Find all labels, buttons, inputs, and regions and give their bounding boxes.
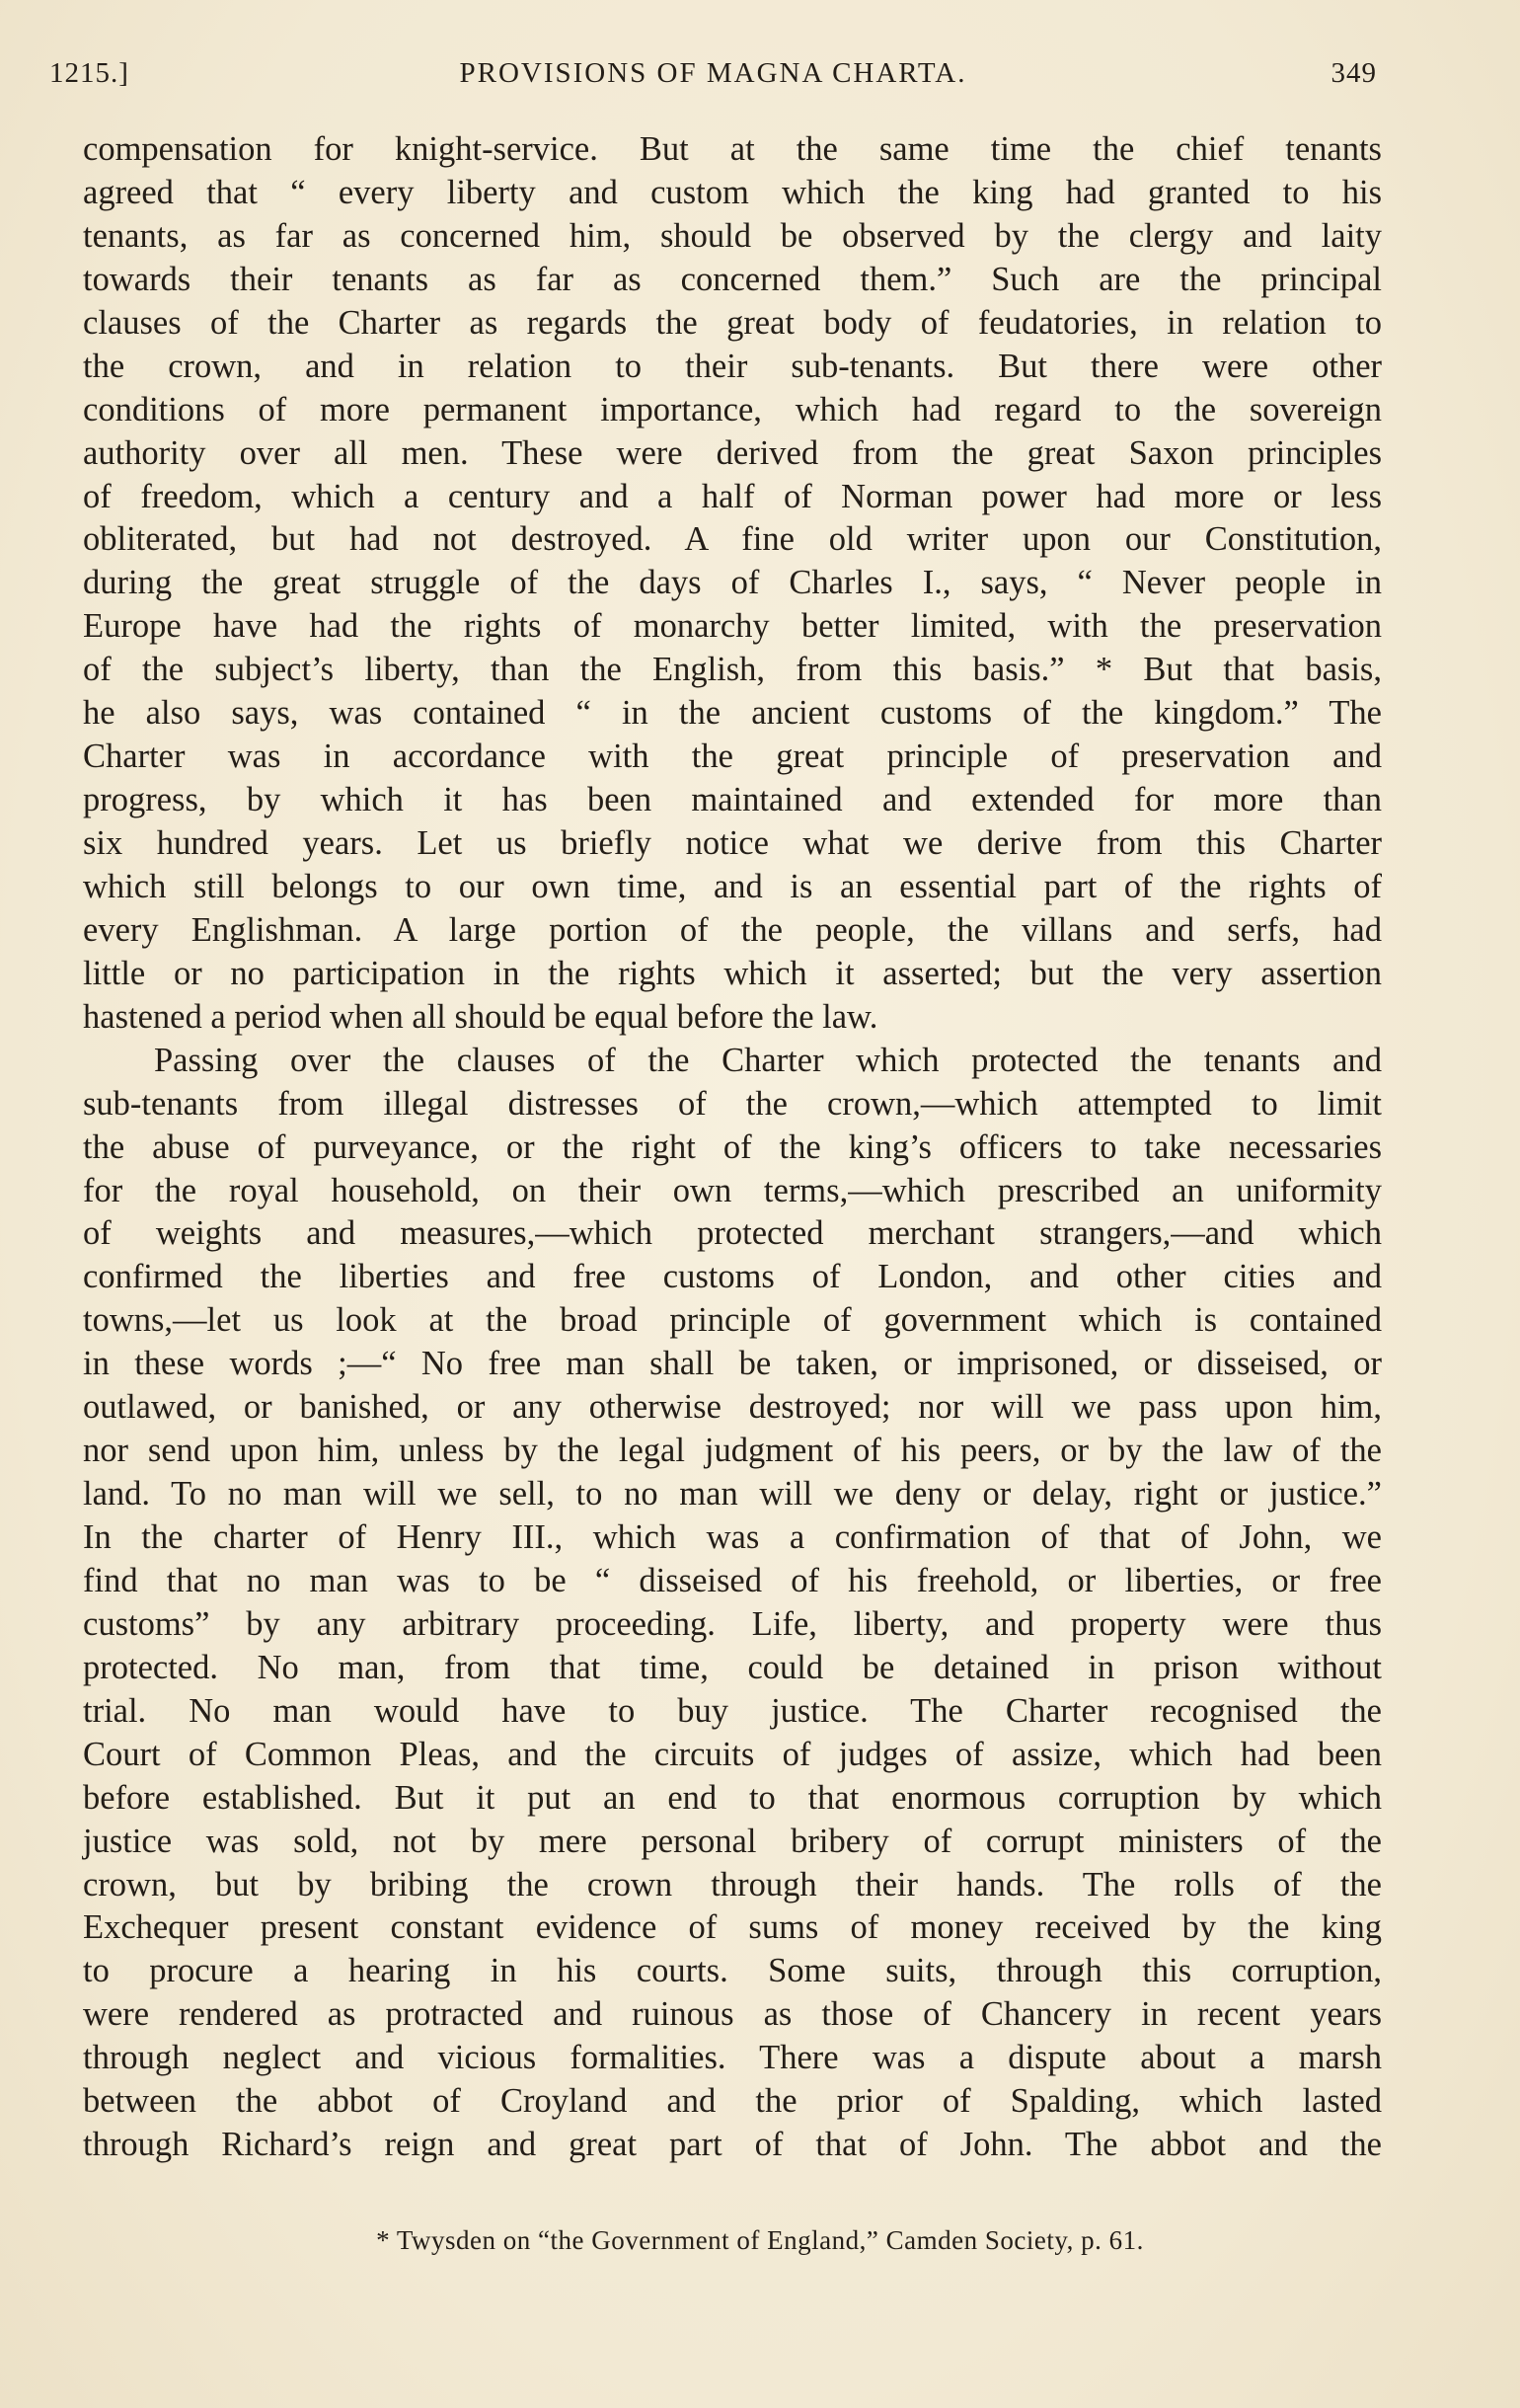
text-line: he also says, was contained “ in the ancient customs of the kingdom.” The xyxy=(83,694,1382,733)
text-line: were rendered as protracted and ruinous as those of Chancery in recent years xyxy=(83,1995,1382,2034)
text-line: authority over all men. These were derived from the great Saxon principles xyxy=(83,433,1382,472)
text-line: every Englishman. A large portion of the people, the villans and serfs, had xyxy=(83,910,1382,949)
text-line: through neglect and vicious formalities. There was a dispute about a marsh xyxy=(83,2039,1382,2077)
text-line: obliterated, but had not destroyed. A fine old writer upon our Constitution, xyxy=(83,520,1382,559)
paragraph-end-line: hastened a period when all should be equal before the law. xyxy=(83,997,878,1036)
text-line: conditions of more permanent importance, which had regard to the sovereign xyxy=(83,390,1382,428)
text-line: for the royal household, on their own terms,—which prescribed an uniformity xyxy=(83,1171,1382,1209)
text-line: nor send upon him, unless by the legal judgment of his peers, or by the law of the xyxy=(83,1432,1382,1470)
text-line: to procure a hearing in his courts. Some suits, through this corruption, xyxy=(83,1952,1382,1990)
text-line: little or no participation in the rights which it asserted; but the very assertion xyxy=(83,954,1382,992)
text-line: of freedom, which a century and a half of Norman power had more or less xyxy=(83,477,1382,515)
text-line: compensation for knight-service. But at the same time the chief tenants xyxy=(83,130,1382,168)
text-line: In the charter of Henry III., which was a confirmation of that of John, we xyxy=(83,1518,1382,1556)
text-line: of the subject’s liberty, than the English, from this basis.” * But that basis, xyxy=(83,651,1382,689)
text-line: of weights and measures,—which protected merchant strangers,—and which xyxy=(83,1214,1382,1253)
text-line: in these words ;—“ No free man shall be taken, or imprisoned, or disseised, or xyxy=(83,1345,1382,1383)
text-line: towards their tenants as far as concerned them.” Such are the principal xyxy=(83,260,1382,298)
text-line: justice was sold, not by mere personal bribery of corrupt ministers of the xyxy=(83,1822,1382,1860)
text-line: Exchequer present constant evidence of sums of money received by the king xyxy=(83,1908,1382,1947)
text-line: land. To no man will we sell, to no man will we deny or delay, right or justice.” xyxy=(83,1475,1382,1514)
running-head xyxy=(49,57,1377,97)
text-line: sub-tenants from illegal distresses of the crown,—which attempted to limit xyxy=(83,1084,1382,1123)
text-line: agreed that “ every liberty and custom which the king had granted to his xyxy=(83,173,1382,211)
text-line: progress, by which it has been maintained and extended for more than xyxy=(83,781,1382,819)
text-line: outlawed, or banished, or any otherwise destroyed; nor will we pass upon him, xyxy=(83,1388,1382,1427)
text-line: Court of Common Pleas, and the circuits of judges of assize, which had been xyxy=(83,1735,1382,1773)
text-line: customs” by any arbitrary proceeding. Life, liberty, and property were thus xyxy=(83,1604,1382,1643)
text-line: which still belongs to our own time, and is an essential part of the rights of xyxy=(83,867,1382,905)
text-line: tenants, as far as concerned him, should be observed by the clergy and laity xyxy=(83,216,1382,255)
text-line: clauses of the Charter as regards the great body of feudatories, in relation to xyxy=(83,303,1382,342)
text-line: the crown, and in relation to their sub-tenants. But there were other xyxy=(83,347,1382,385)
text-line: trial. No man would have to buy justice. The Charter recognised the xyxy=(83,1691,1382,1730)
text-line: crown, but by bribing the crown through their hands. The rolls of the xyxy=(83,1865,1382,1903)
text-line: Europe have had the rights of monarchy better limited, with the preservation xyxy=(83,607,1382,646)
text-line: six hundred years. Let us briefly notice what we derive from this Charter xyxy=(83,824,1382,862)
footnote: * Twysden on “the Government of England,” Camden Society, p. 61. xyxy=(376,2225,1144,2255)
text-line: Charter was in accordance with the great principle of preservation and xyxy=(83,738,1382,776)
text-line: during the great struggle of the days of Charles I., says, “ Never people in xyxy=(83,564,1382,602)
running-head-year: 1215.] xyxy=(49,57,129,89)
text-line: before established. But it put an end to that enormous corruption by which xyxy=(83,1778,1382,1817)
text-line: find that no man was to be “ disseised of his freehold, or liberties, or free xyxy=(83,1561,1382,1599)
text-line: confirmed the liberties and free customs of London, and other cities and xyxy=(83,1258,1382,1296)
text-line: towns,—let us look at the broad principle of government which is contained xyxy=(83,1301,1382,1340)
paragraph-start-line: Passing over the clauses of the Charter which protected the tenants and xyxy=(154,1041,1382,1079)
text-line: protected. No man, from that time, could be detained in prison without xyxy=(83,1648,1382,1686)
text-line: the abuse of purveyance, or the right of the king’s officers to take necessaries xyxy=(83,1127,1382,1166)
text-line: between the abbot of Croyland and the prior of Spalding, which lasted xyxy=(83,2082,1382,2121)
page-number: 349 xyxy=(1330,57,1377,89)
text-line: through Richard’s reign and great part of that of John. The abbot and the xyxy=(83,2126,1382,2164)
body-text xyxy=(83,128,1382,2167)
running-head-title: PROVISIONS OF MAGNA CHARTA. xyxy=(459,57,967,89)
